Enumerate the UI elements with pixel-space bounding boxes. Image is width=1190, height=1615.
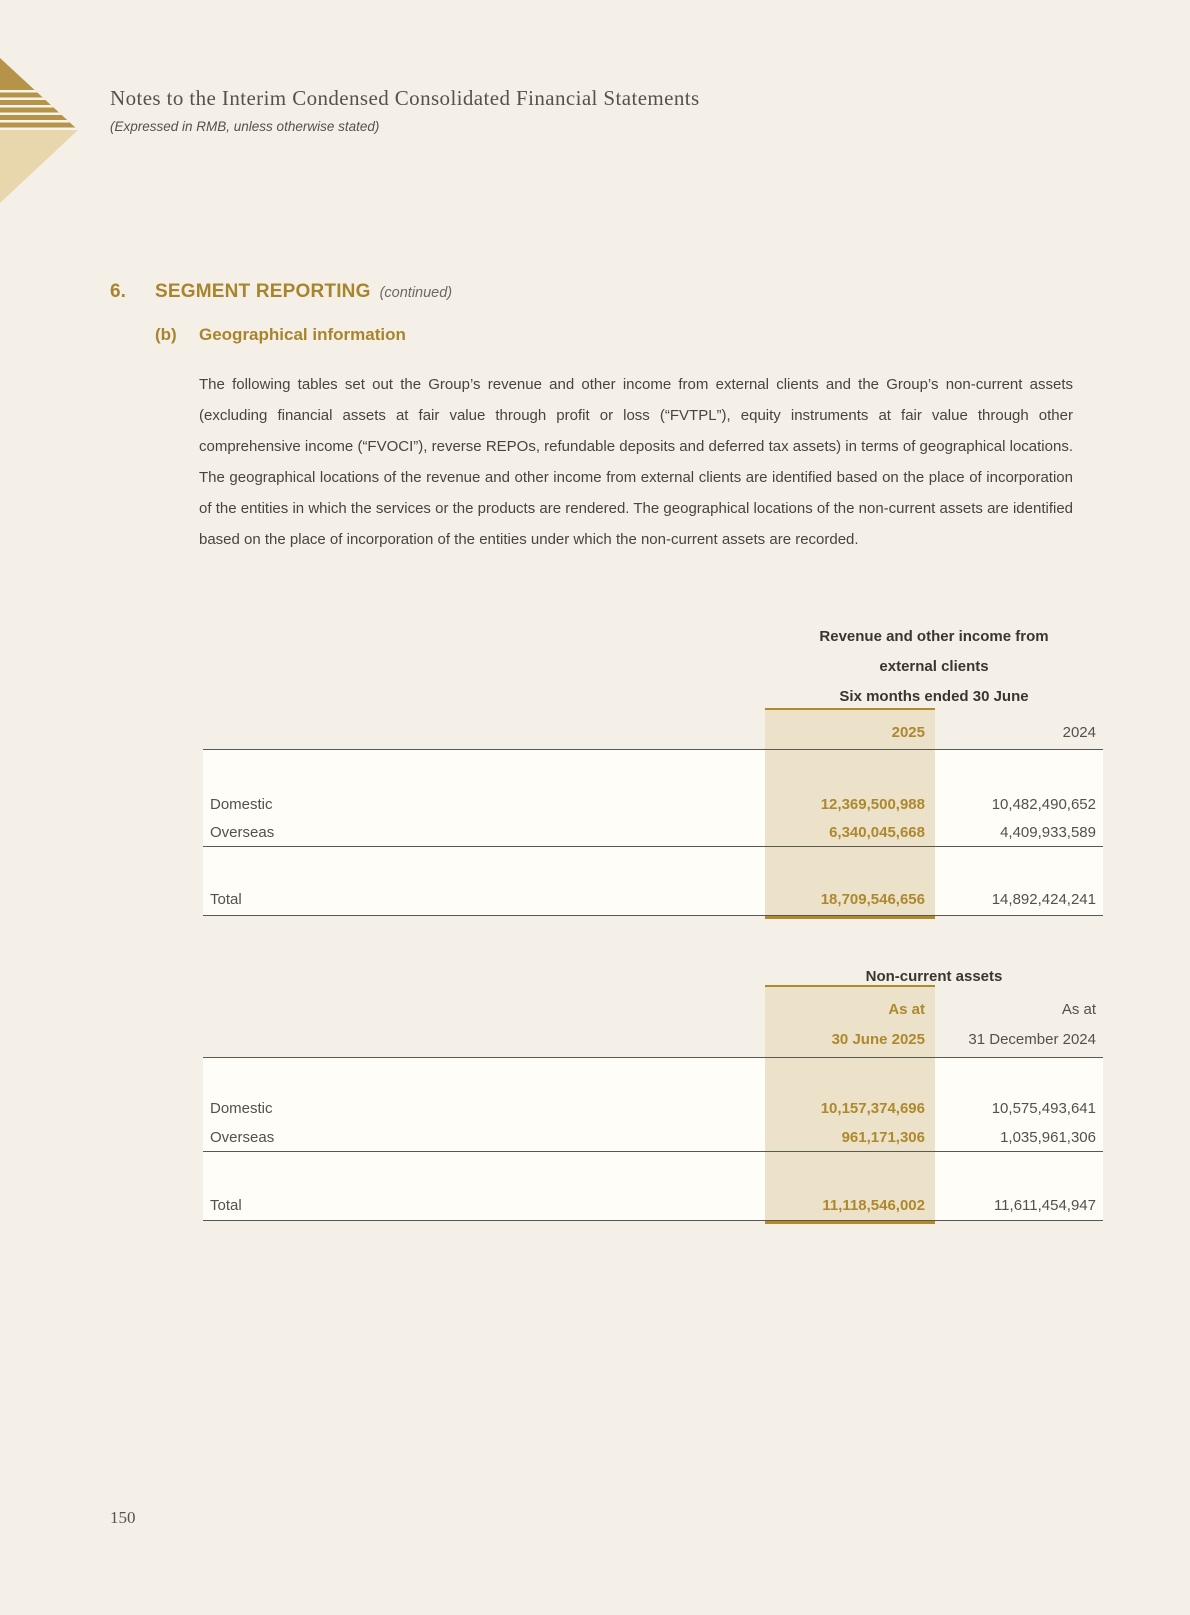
table1-bottom-gold-underline bbox=[765, 916, 935, 919]
table1-domestic-2025-value: 12,369,500,988 bbox=[820, 796, 925, 813]
corner-decoration-stripes bbox=[0, 85, 78, 130]
table2-overseas-label: Overseas bbox=[210, 1129, 275, 1146]
table2-overseas-2025-value: 961,171,306 bbox=[841, 1129, 925, 1146]
table1-header-line3: Six months ended 30 June bbox=[839, 688, 1029, 705]
table2-row-total bbox=[203, 1194, 1103, 1218]
table2-domestic-label: Domestic bbox=[210, 1100, 273, 1117]
section-title: SEGMENT REPORTING bbox=[155, 281, 371, 302]
table1-overseas-2024-value: 4,409,933,589 bbox=[1000, 824, 1096, 841]
table2-domestic-2025-value: 10,157,374,696 bbox=[820, 1100, 925, 1117]
table2-total-label: Total bbox=[210, 1197, 242, 1214]
table2-col-2025-date: 30 June 2025 bbox=[831, 1031, 925, 1048]
table2-total-2025-value: 11,118,546,002 bbox=[822, 1197, 925, 1214]
table1-column-labels bbox=[203, 721, 1103, 745]
corner-decoration-upper-triangle bbox=[0, 58, 78, 130]
table2-bottom-gold-underline bbox=[765, 1221, 935, 1224]
subsection-heading bbox=[155, 325, 406, 345]
table2-bottom-rule bbox=[203, 1220, 1103, 1221]
table1-row-total bbox=[203, 888, 1103, 912]
table1-total-2024-value: 14,892,424,241 bbox=[991, 891, 1096, 908]
corner-decoration-lower-triangle bbox=[0, 130, 78, 203]
table1-header-line1: Revenue and other income from bbox=[819, 628, 1049, 645]
table2-domestic-2024-value: 10,575,493,641 bbox=[991, 1100, 1096, 1117]
table1-header-line2: external clients bbox=[879, 658, 989, 675]
section-heading bbox=[110, 281, 452, 303]
table2-total-2024-value: 11,611,454,947 bbox=[993, 1197, 1096, 1214]
table1-overseas-label: Overseas bbox=[210, 824, 275, 841]
document-subtitle: (Expressed in RMB, unless otherwise stated) bbox=[110, 119, 380, 134]
table2-col-2024-date: 31 December 2024 bbox=[968, 1031, 1096, 1048]
table2-mid-rule bbox=[203, 1151, 1103, 1152]
table1-col-2024-label: 2024 bbox=[1062, 724, 1096, 741]
section-number: 6. bbox=[110, 281, 126, 302]
table1-header bbox=[765, 622, 1103, 712]
subsection-label: (b) bbox=[155, 325, 177, 344]
table1-top-rule bbox=[203, 749, 1103, 750]
table1-total-2025-value: 18,709,546,656 bbox=[820, 891, 925, 908]
subsection-title: Geographical information bbox=[199, 325, 406, 344]
table2-column-labels-line1 bbox=[203, 998, 1103, 1022]
table1-overseas-2025-value: 6,340,045,668 bbox=[829, 824, 925, 841]
table1-domestic-label: Domestic bbox=[210, 796, 273, 813]
table2-overseas-2024-value: 1,035,961,306 bbox=[1000, 1129, 1096, 1146]
table2-top-rule bbox=[203, 1057, 1103, 1058]
table1-bottom-rule bbox=[203, 915, 1103, 916]
table2-header-line1: Non-current assets bbox=[865, 968, 1003, 985]
page-number: 150 bbox=[110, 1508, 136, 1527]
table1-domestic-2024-value: 10,482,490,652 bbox=[991, 796, 1096, 813]
table2-row-domestic bbox=[203, 1097, 1103, 1121]
table2-row-overseas bbox=[203, 1126, 1103, 1150]
table1-col-2025-label: 2025 bbox=[891, 724, 925, 741]
table1-row-domestic bbox=[203, 793, 1103, 817]
table2-column-labels-line2 bbox=[203, 1028, 1103, 1052]
table1-row-overseas bbox=[203, 821, 1103, 845]
table1-mid-rule bbox=[203, 846, 1103, 847]
table2-col-2024-asat: As at bbox=[1061, 1001, 1096, 1018]
table2-header bbox=[765, 962, 1103, 992]
table2-col-2025-asat: As at bbox=[888, 1001, 925, 1018]
document-title: Notes to the Interim Condensed Consolidated Financial Statements bbox=[110, 86, 700, 110]
section-continued-note: (continued) bbox=[379, 285, 453, 301]
table1-total-label: Total bbox=[210, 891, 242, 908]
body-paragraph: The following tables set out the Group’s revenue and other income from external clients and the Group’s non-current assets (excluding financial assets at fair value through profit or loss (“FVTPL”), equity instruments at fair value through other comprehensive income (“FVOCI”), reverse REPOs, refundable deposits and deferred tax assets) in terms of geographical locations. The geographical locations of the revenue and other income from external clients are identified based on the place of incorporation of the entities in which the services or the products are rendered. The geographical locations of the non-current assets are identified based on the place of incorporation of the entities under which the non-current assets are recorded. bbox=[199, 376, 1073, 548]
